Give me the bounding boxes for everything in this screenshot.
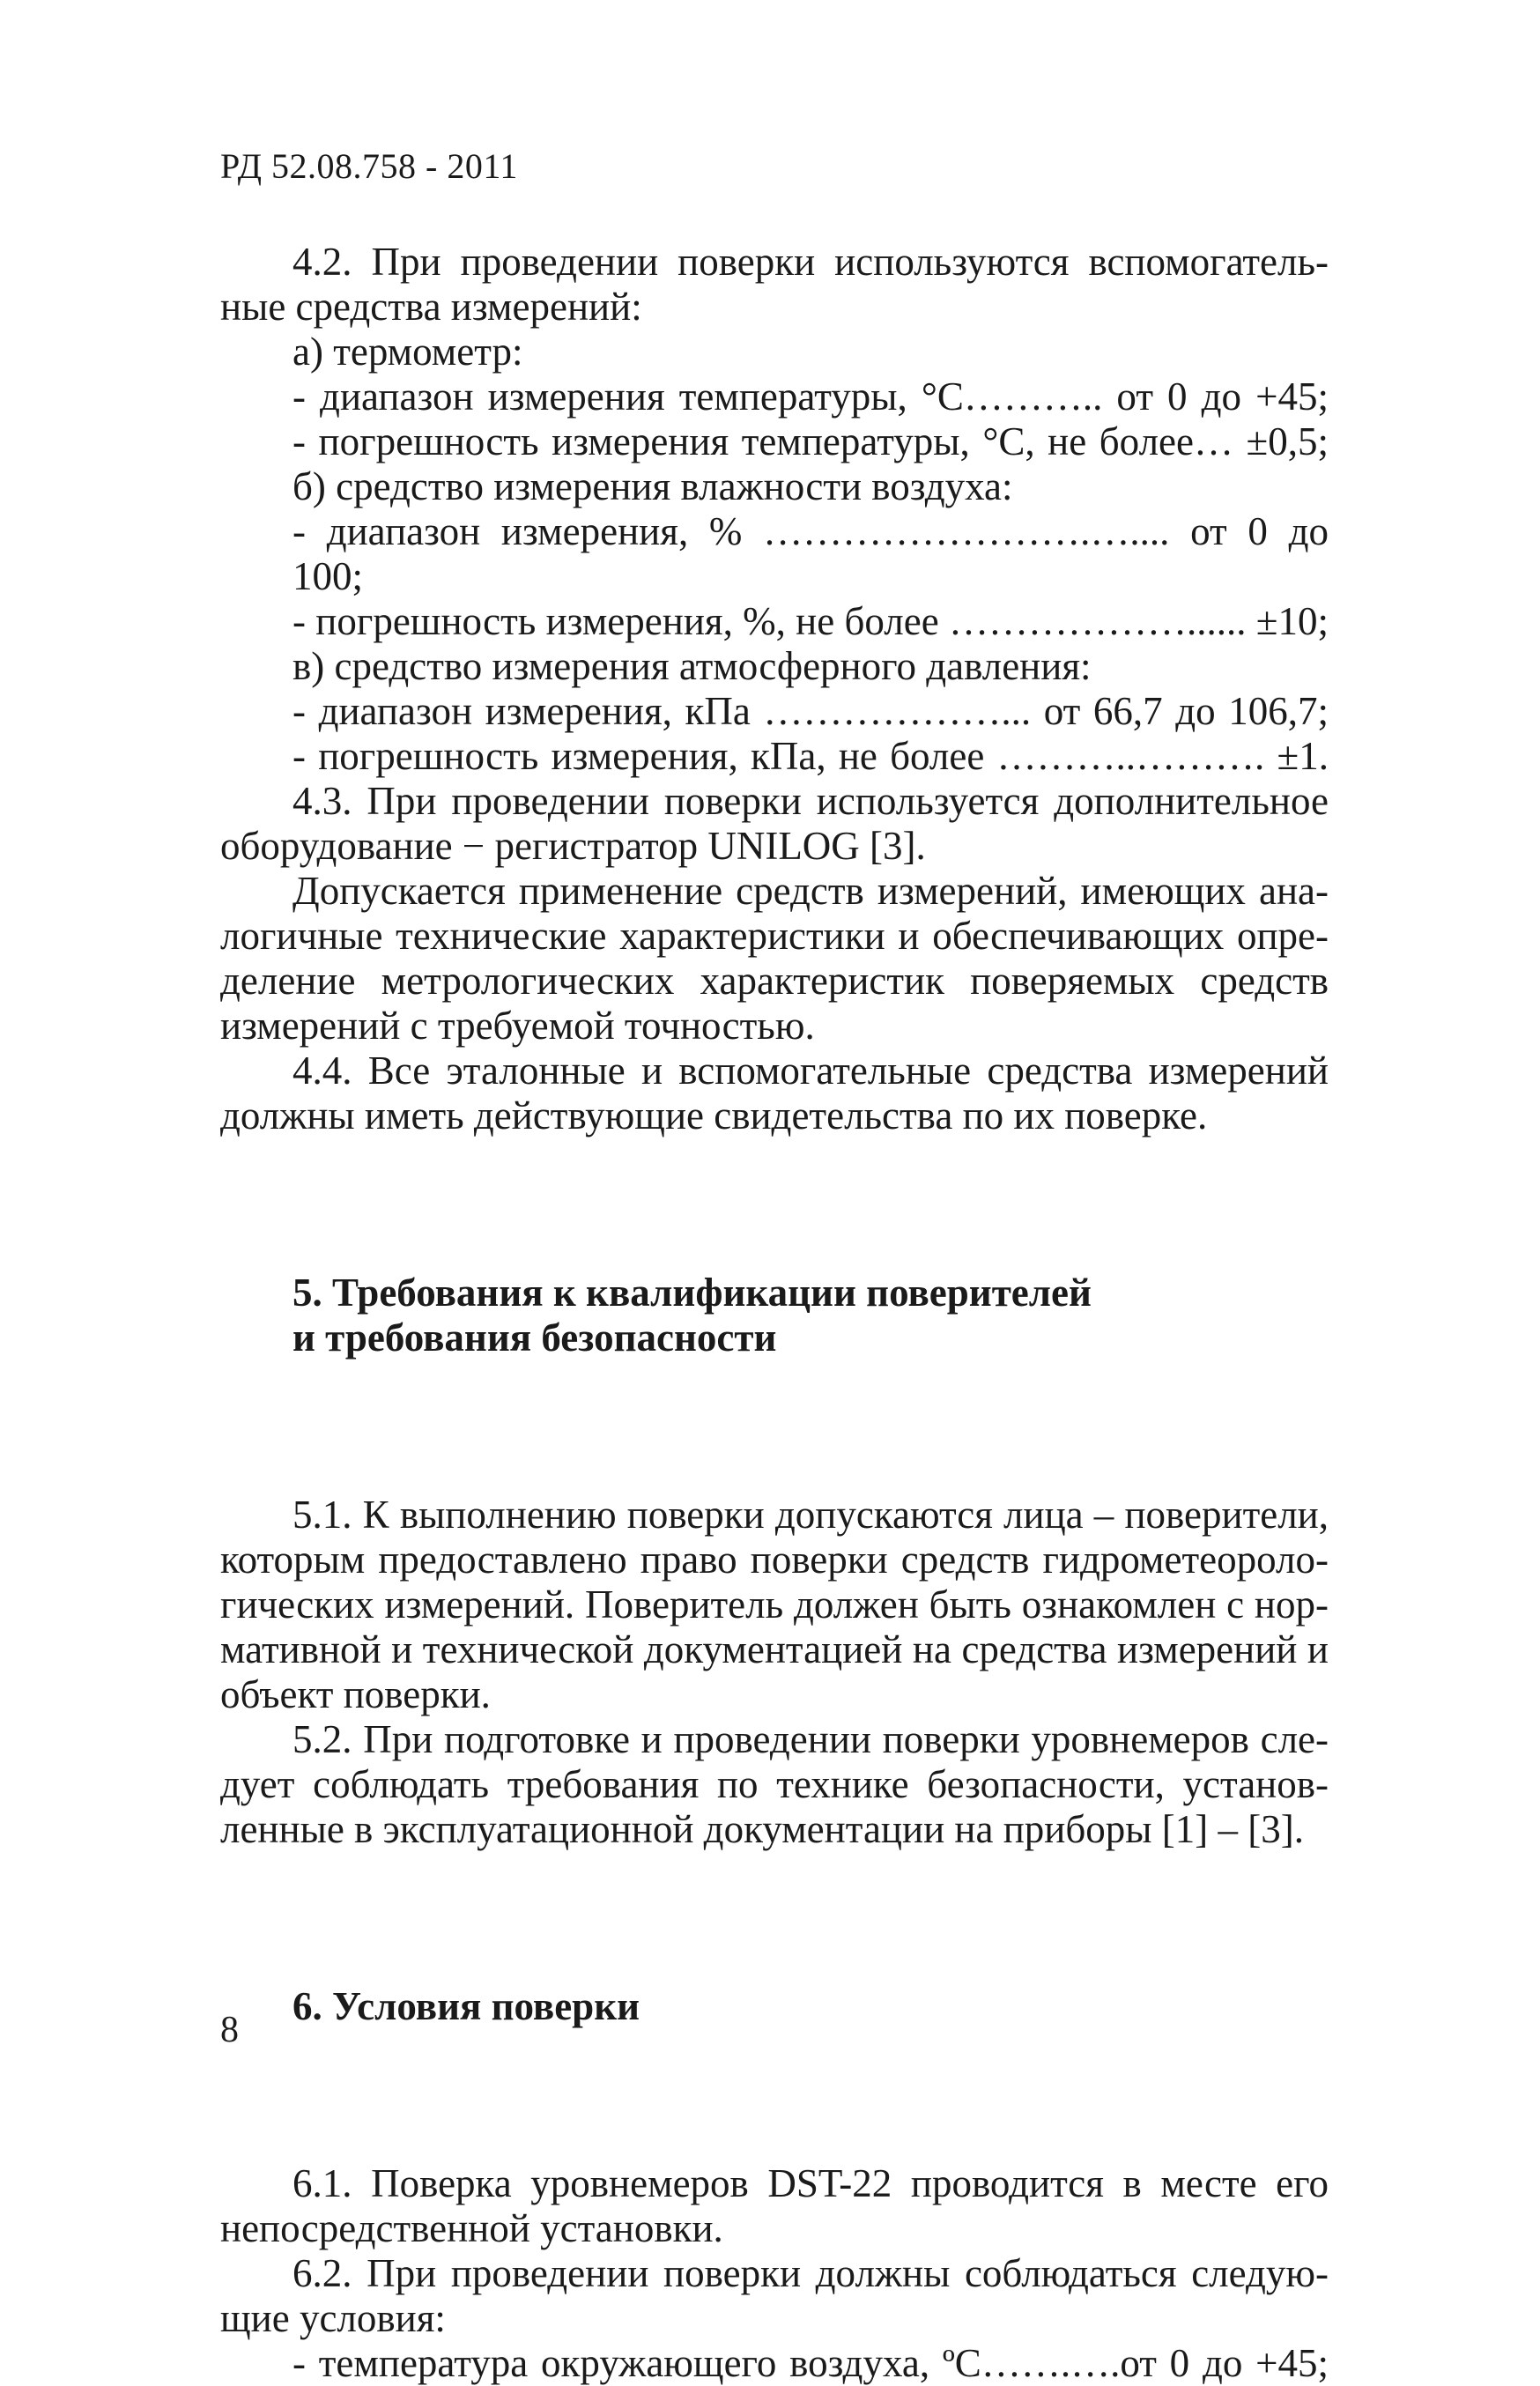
section-6-heading: 6. Условия поверки — [292, 1984, 640, 2028]
air-temperature-condition: - температура окружающего воздуха, ºС…….….от 0 до +45; — [292, 2341, 1329, 2385]
spacer — [220, 1892, 1329, 1945]
para-4-2-line2: ные средства измерений: — [220, 285, 642, 329]
thermometer-range: - диапазон измерения температуры, °С……….. от 0 до +45; — [292, 374, 1329, 419]
item-b-humidity: б) средство измерения влажности воздуха: — [292, 464, 1013, 508]
humidity-range: - диапазон измерения, % …………………….….... от 0 до 100; — [292, 509, 1329, 598]
para-4-3-line2: оборудование − регистратор UNILOG [3]. — [220, 824, 926, 868]
section-5-heading-line1: 5. Требования к квалификации поверителей — [292, 1271, 1092, 1315]
item-v-pressure: в) средство измерения атмосферного давления: — [292, 644, 1092, 688]
para-5-1: 5.1. К выполнению поверки допускаются лица – поверители, которым предоставлено право поверки средств гидрометеороло-гических измерений. Поверитель должен быть ознакомлен с нор-мативной и технической документацией на средства измерений и объект поверки. — [220, 1493, 1329, 1716]
para-4-3-line1: 4.3. При проведении поверки используется дополнительное — [292, 779, 1329, 823]
page-number: 8 — [220, 2010, 239, 2050]
spacer — [220, 2069, 1329, 2122]
document-header: РД 52.08.758 - 2011 — [220, 146, 518, 186]
humidity-error: - погрешность измерения, %, не более ………………...... ±10; — [292, 599, 1329, 643]
para-6-2: 6.2. При проведении поверки должны соблюдаться следую-щие условия: — [220, 2251, 1329, 2340]
spacer — [220, 1178, 1329, 1231]
section-5-heading-line2: и требования безопасности — [292, 1315, 777, 1360]
para-4-2-line1: 4.2. При проведении поверки используются вспомогатель- — [292, 240, 1329, 284]
para-6-1: 6.1. Поверка уровнемеров DST-22 проводится в месте его непосредственной установки. — [220, 2161, 1329, 2250]
para-5-2: 5.2. При подготовке и проведении поверки уровнемеров сле-дует соблюдать требования по технике безопасности, установ-ленные в эксплуатационной документации на приборы [1] – [3]. — [220, 1717, 1329, 1851]
thermometer-error: - погрешность измерения температуры, °С, не более… ±0,5; — [292, 419, 1329, 463]
pressure-error: - погрешность измерения, кПа, не более ………..………. ±1. — [292, 734, 1329, 778]
para-4-4: 4.4. Все эталонные и вспомогательные средства измерений должны иметь действующие свидетельства по их поверке. — [220, 1049, 1329, 1137]
para-allowed: Допускается применение средств измерений, имеющих ана-логичные технические характеристики и обеспечивающих опре-деление метрологических характеристик поверяемых средств измерений с требуемой точностью. — [220, 869, 1329, 1048]
document-body — [220, 240, 1329, 2386]
item-a-thermometer: а) термометр: — [292, 330, 523, 374]
spacer — [220, 1400, 1329, 1453]
pressure-range: - диапазон измерения, кПа ………………... от 66,7 до 106,7; — [292, 689, 1329, 733]
